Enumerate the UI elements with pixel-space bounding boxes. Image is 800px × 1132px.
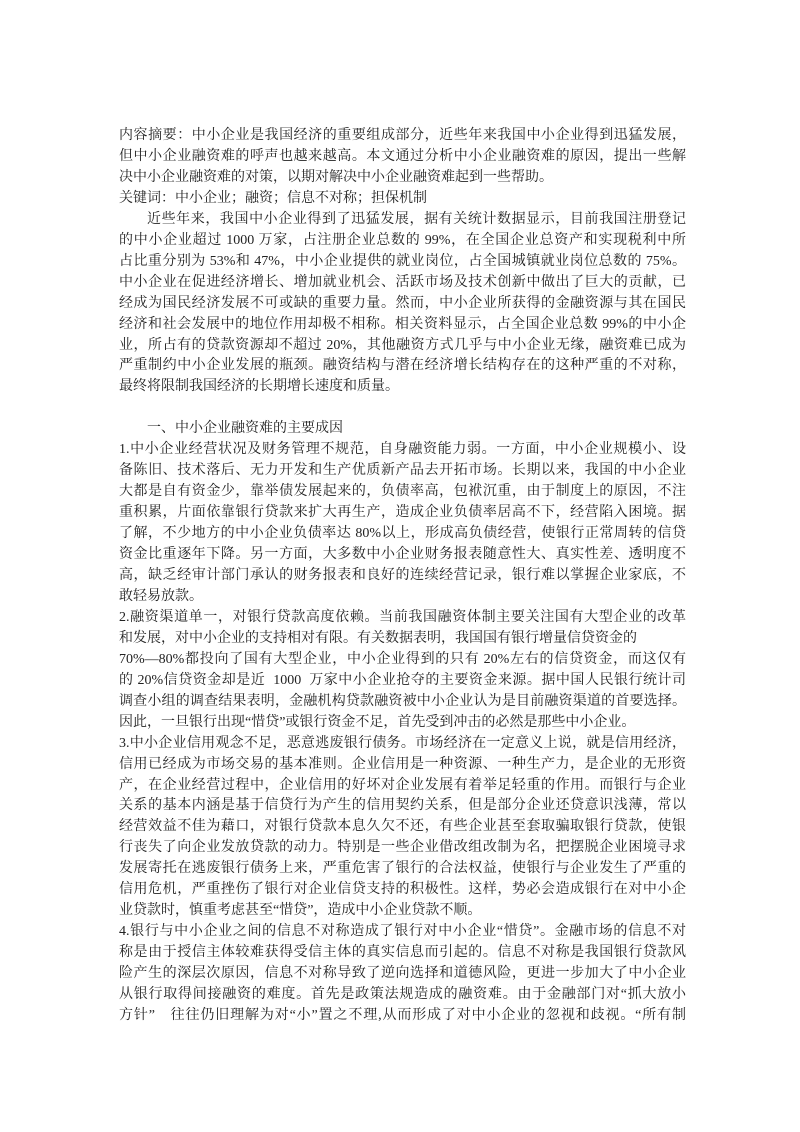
document-line: 业，所占有的贷款资源却不超过 20%，其他融资方式几乎与中小企业无缘，融资难已成为 [119,337,686,353]
document-line: 发展寄托在逃废银行债务上来，严重危害了银行的合法权益，使银行与企业发生了严重的 [119,861,686,877]
document-line: 3.中小企业信用观念不足，恶意逃废银行债务。市场经济在一定意义上说，就是信用经济， [119,735,686,751]
document-line: 备陈旧、技术落后、无力开发和生产优质新产品去开拓市场。长期以来，我国的中小企业 [119,463,686,479]
document-line: 高，缺乏经审计部门承认的财务报表和良好的连续经营记录，银行难以掌握企业家底，不 [119,568,686,583]
document-line: 决中小企业融资难的对策，以期对解决中小企业融资难起到一些帮助。 [119,169,553,185]
document-line: 中小企业在促进经济增长、增加就业机会、活跃市场及技术创新中做出了巨大的贡献，已 [119,274,686,290]
document-line: 产，在企业经营过程中，企业信用的好坏对企业发展有着举足轻重的作用。而银行与企业 [119,777,686,793]
document-line: 调查小组的调查结果表明，金融机构贷款融资被中小企业认为是目前融资渠道的首要选择。 [119,693,686,709]
document-line: 经济和社会发展中的地位作用却极不相称。相关资料显示，占全国企业总数 99%的中小企 [119,316,686,332]
document-line: 信用已经成为市场交易的基本准则。企业信用是一种资源、一种生产力，是企业的无形资 [119,756,686,772]
document-line: 70%—80%都投向了国有大型企业，中小企业得到的只有 20%左右的信贷资金，而这仅有 [119,651,686,667]
document-line: 占比重分别为 53%和 47%，中小企业提供的就业岗位，占全国城镇就业岗位总数的 75%。 [119,253,686,269]
document-line: 大都是自有资金少，靠举债发展起来的，负债率高，包袱沉重，由于制度上的原因，不注 [119,484,686,500]
document-line: 方针” 往往仍旧理解为对“小”置之不理,从而形成了对中小企业的忽视和歧视。“所有制 [119,1008,686,1024]
document-line: 最终将限制我国经济的长期增长速度和质量。 [119,379,399,395]
document-line: 重积累，片面依靠银行贷款来扩大再生产，造成企业负债率居高不下，经营陷入困境。据 [119,505,686,521]
document-line: 1.中小企业经营状况及财务管理不规范，自身融资能力弱。一方面，中小企业规模小、设 [119,442,686,458]
blank-line [119,398,686,419]
document-line: 但中小企业融资难的呼声也越来越高。本文通过分析中小企业融资难的原因，提出一些解 [119,148,686,164]
document-line: 经成为国民经济发展不可或缺的重要力量。然而，中小企业所获得的金融资源与其在国民 [119,295,686,311]
document-line: 业贷款时，慎重考虑甚至“惜贷”，造成中小企业贷款不顺。 [119,903,482,919]
document-line: 信用危机，严重挫伤了银行对企业信贷支持的积极性。这样，势必会造成银行在对中小企 [119,882,686,898]
document-line: 称是由于授信主体较难获得受信主体的真实信息而引起的。信息不对称是我国银行贷款风 [119,945,686,961]
document-line: 行丧失了向企业发放贷款的动力。特别是一些企业借改组改制为名，把摆脱企业困境寻求 [119,840,686,856]
document-line: 内容摘要：中小企业是我国经济的重要组成部分，近些年来我国中小企业得到迅猛发展， [119,128,686,143]
document-line: 的中小企业超过 1000 万家，占注册企业总数的 99%，在全国企业总资产和实现税利中所 [119,232,686,248]
document-line: 和发展，对中小企业的支持相对有限。有关数据表明，我国国有银行增量信贷资金的 [119,630,637,646]
document-line: 4.银行与中小企业之间的信息不对称造成了银行对中小企业“惜贷”。金融市场的信息不对 [119,924,686,940]
document-line: 了解，不少地方的中小企业负债率达 80%以上，形成高负债经营，使银行正常周转的信贷 [119,526,686,542]
document-line: 关系的基本内涵是基于信贷行为产生的信用契约关系，但是部分企业还贷意识浅薄，常以 [119,798,686,814]
document-line: 从银行取得间接融资的难度。首先是政策法规造成的融资难。由于金融部门对“抓大放小 [119,987,686,1003]
document-line: 关键词：中小企业；融资；信息不对称；担保机制 [119,190,427,206]
document-line: 的 20%信贷资金却是近 1000 万家中小企业抢夺的主要资金来源。据中国人民银行统计司 [119,672,686,688]
document-line: 2.融资渠道单一，对银行贷款高度依赖。当前我国融资体制主要关注国有大型企业的改革 [119,609,686,625]
document-text-block [119,126,686,1027]
document-line: 险产生的深层次原因，信息不对称导致了逆向选择和道德风险，更进一步加大了中小企业 [119,966,686,982]
document-line: 经营效益不佳为藉口，对银行贷款本息久欠不还，有些企业甚至套取骗取银行贷款，使银 [119,819,686,835]
document-line: 因此，一旦银行出现“惜贷”或银行资金不足，首先受到冲击的必然是那些中小企业。 [119,714,636,730]
document-line: 资金比重逐年下降。另一方面，大多数中小企业财务报表随意性大、真实性差、透明度不 [119,547,686,563]
document-line: 严重制约中小企业发展的瓶颈。融资结构与潜在经济增长结构存在的这种严重的不对称， [119,358,686,374]
document-line: 近些年来，我国中小企业得到了迅猛发展，据有关统计数据显示，目前我国注册登记 [147,211,686,227]
document-line: 一、中小企业融资难的主要成因 [147,421,343,437]
document-line: 敢轻易放款。 [119,588,203,604]
